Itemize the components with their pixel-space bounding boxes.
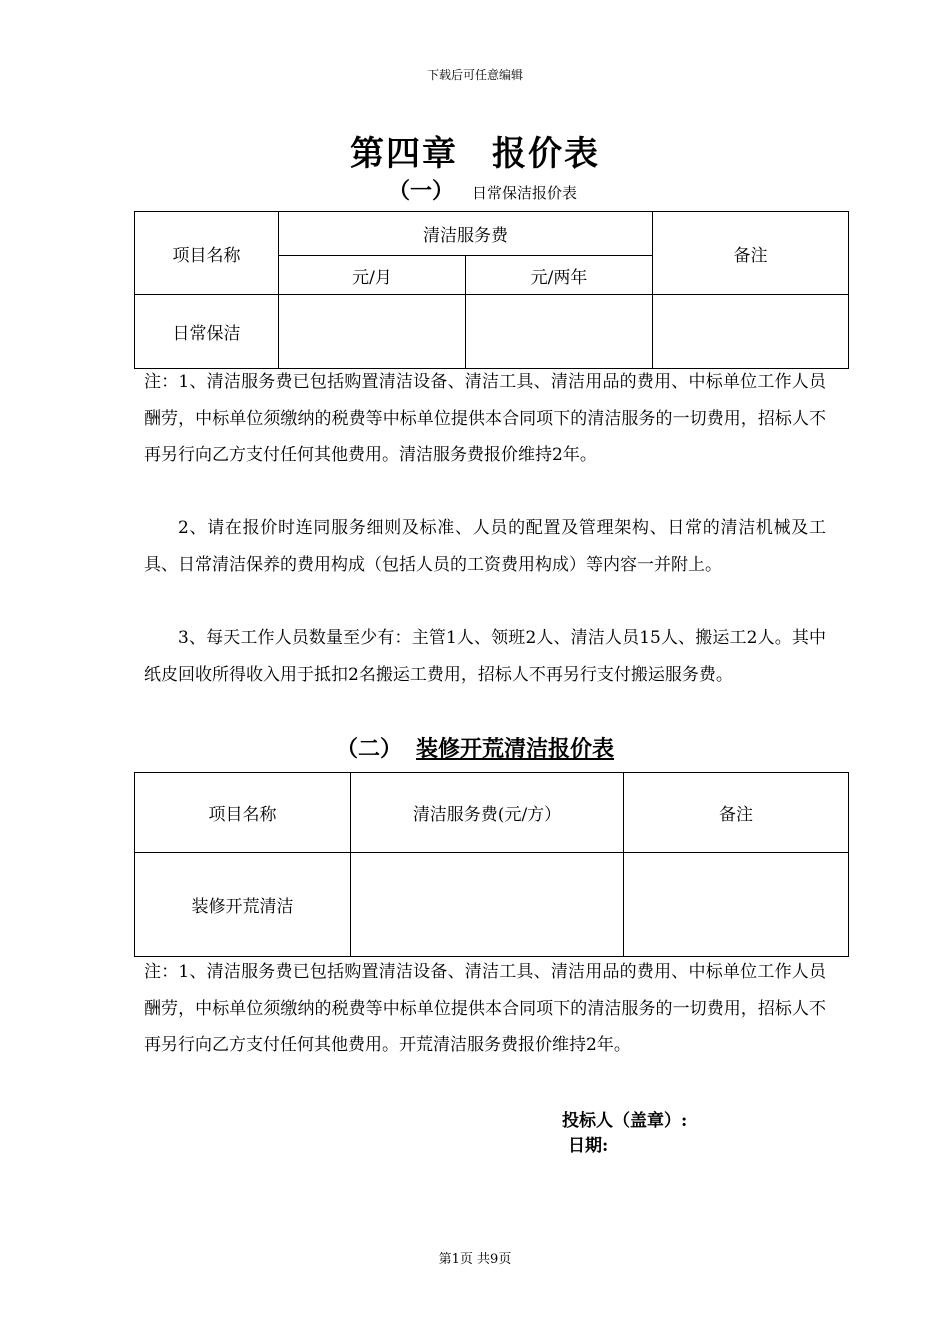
table2-header-remark: 备注 [624, 773, 849, 853]
table1-header-fee: 清洁服务费 [279, 212, 653, 256]
chapter-title [0, 126, 950, 175]
section2-number: （二） [335, 736, 402, 762]
table1-header-two-years: 元/两年 [466, 256, 653, 295]
date-label: 日期: [568, 1136, 609, 1156]
table2-header-item: 项目名称 [135, 773, 351, 853]
table1-cell-remark [653, 295, 849, 369]
section1-title: 日常保洁报价表 [472, 184, 578, 202]
table1-header-month: 元/月 [279, 256, 466, 295]
table1-row-name: 日常保洁 [135, 295, 279, 369]
table2-cell-remark [624, 853, 849, 957]
header-note: 下载后可任意编辑 [426, 68, 523, 82]
renovation-cleaning-table [134, 772, 849, 957]
page-footer: 第1页 共9页 [438, 1252, 512, 1267]
table2-header-fee: 清洁服务费(元/方） [351, 773, 624, 853]
section2-note: 注：1、清洁服务费已包括购置清洁设备、清洁工具、清洁用品的费用、中标单位工作人员酬劳，中标单位须缴纳的税费等中标单位提供本合同项下的清洁服务的一切费用，招标人不再另行向乙方支付任何其他费用。开荒清洁服务费报价维持2年。 [144, 962, 826, 1055]
section1-number: （一） [388, 178, 455, 204]
daily-cleaning-table [134, 211, 849, 369]
bidder-seal-label: 投标人（盖章）: [562, 1111, 688, 1131]
table1-header-item: 项目名称 [135, 212, 279, 295]
table2-cell-fee [351, 853, 624, 957]
section1-heading [388, 174, 577, 205]
section1-note-1: 注：1、清洁服务费已包括购置清洁设备、清洁工具、清洁用品的费用、中标单位工作人员酬劳，中标单位须缴纳的税费等中标单位提供本合同项下的清洁服务的一切费用，招标人不再另行向乙方支付任何其他费用。清洁服务费报价维持2年。 [144, 372, 826, 465]
section1-note-3: 3、每天工作人员数量至少有：主管1人、领班2人、清洁人员15人、搬运工2人。其中纸皮回收所得收入用于抵扣2名搬运工费用，招标人不再另行支付搬运服务费。 [144, 628, 826, 685]
table1-cell-month [279, 295, 466, 369]
chapter-heading: 报价表 [492, 134, 600, 174]
table2-row-name: 装修开荒清洁 [135, 853, 351, 957]
table1-cell-two-years [466, 295, 653, 369]
chapter-label: 第四章 [350, 134, 458, 174]
table1-header-remark: 备注 [653, 212, 849, 295]
section2-heading [0, 732, 950, 763]
section2-title: 装修开荒清洁报价表 [416, 736, 615, 762]
section1-note-2: 2、请在报价时连同服务细则及标准、人员的配置及管理架构、日常的清洁机械及工具、日常清洁保养的费用构成（包括人员的工资费用构成）等内容一并附上。 [144, 518, 826, 575]
